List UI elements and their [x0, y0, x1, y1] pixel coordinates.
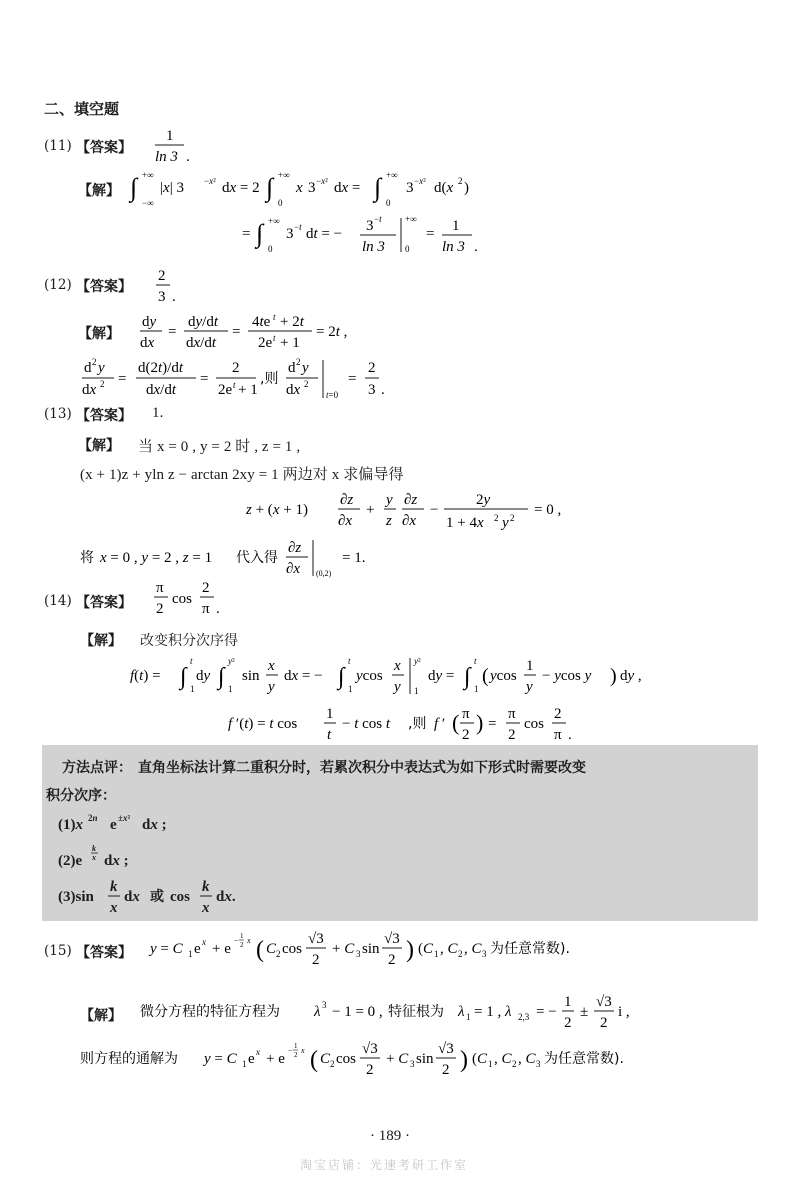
svg-text:y: y [394, 679, 401, 695]
svg-text:√3: √3 [362, 1041, 378, 1057]
svg-text:2: 2 [202, 580, 210, 596]
svg-text:3: 3 [366, 218, 374, 234]
svg-text:特征根为: 特征根为 [388, 1004, 444, 1020]
svg-text:+∞: +∞ [278, 170, 290, 180]
svg-text:dx/dt: dx/dt [186, 335, 217, 351]
svg-text:f(t) =: f(t) = [130, 668, 161, 684]
svg-text:C: C [320, 1051, 331, 1067]
svg-text:k: k [92, 844, 96, 853]
svg-text:d(x: d(x [434, 180, 454, 196]
svg-text:−: − [288, 1046, 293, 1055]
svg-text:dy: dy [196, 668, 211, 684]
solution-line: 改变积分次序得 [140, 633, 238, 649]
svg-text:cos: cos [336, 1051, 356, 1067]
svg-text:cos: cos [524, 716, 544, 732]
svg-text:.: . [172, 289, 176, 305]
svg-text:1: 1 [526, 658, 534, 674]
svg-text:dy =: dy = [428, 668, 455, 684]
svg-text:.: . [474, 239, 478, 255]
svg-text:t: t [348, 656, 351, 666]
svg-text:3: 3 [482, 949, 487, 959]
svg-text:2: 2 [554, 706, 562, 722]
svg-text:∂x: ∂x [286, 561, 301, 577]
svg-text:2e: 2e [258, 335, 273, 351]
solution-formula [128, 168, 528, 210]
svg-text:π: π [554, 727, 562, 743]
svg-text:∂x: ∂x [338, 513, 353, 529]
svg-text:x: x [202, 900, 210, 916]
svg-text:ycos: ycos [356, 668, 383, 684]
svg-text:x: x [268, 658, 275, 674]
svg-text:+∞: +∞ [386, 170, 398, 180]
svg-text:=: = [168, 324, 177, 340]
svg-text:1 + 4x: 1 + 4x [446, 515, 484, 531]
svg-text:−x²: −x² [316, 176, 328, 186]
svg-text:2: 2 [92, 357, 97, 367]
svg-text:(: ( [482, 665, 489, 687]
svg-text:2,3: 2,3 [518, 1012, 530, 1022]
svg-text:y: y [268, 679, 275, 695]
svg-text:∂z: ∂z [340, 492, 354, 508]
svg-text:3: 3 [356, 949, 361, 959]
solution-formula [140, 988, 700, 1036]
svg-text:微分方程的特征方程为: 微分方程的特征方程为 [140, 1004, 280, 1020]
remark-formula-2 [58, 841, 278, 875]
svg-text:− ycos y: − ycos y [542, 668, 592, 684]
svg-text:dy/dt: dy/dt [188, 314, 219, 330]
svg-text:则方程的通解为: 则方程的通解为 [80, 1051, 178, 1067]
solution-label: 【解】 [78, 326, 120, 342]
svg-text:=: = [426, 226, 435, 242]
svg-text:x: x [110, 900, 118, 916]
svg-text:2: 2 [312, 952, 320, 968]
svg-text:− t cos t: − t cos t [342, 716, 391, 732]
svg-text:1: 1 [240, 932, 244, 940]
svg-text:= 2t ,: = 2t , [316, 324, 348, 340]
svg-text:(: ( [310, 1047, 318, 1073]
svg-text:t: t [273, 312, 276, 322]
svg-text:t: t [190, 656, 193, 666]
svg-text:2y: 2y [476, 492, 491, 508]
svg-text:2: 2 [510, 513, 515, 523]
svg-text:1: 1 [326, 706, 334, 722]
svg-text:3: 3 [308, 180, 316, 196]
svg-text:√3: √3 [384, 931, 400, 947]
svg-text:∫: ∫ [256, 219, 264, 248]
svg-text:+ 1: + 1 [238, 382, 258, 398]
svg-text:): ) [476, 710, 484, 735]
answer-label: 【答案】 [76, 945, 132, 961]
svg-text:2: 2 [100, 379, 105, 389]
svg-text:(0,2): (0,2) [316, 569, 332, 578]
svg-text:2: 2 [458, 176, 463, 186]
svg-text:=: = [242, 226, 251, 242]
solution-label: 【解】 [78, 438, 120, 454]
svg-text:y²: y² [228, 656, 235, 666]
svg-text:−t: −t [374, 214, 382, 224]
svg-text:, C: , C [518, 1051, 536, 1067]
svg-text:∂z: ∂z [288, 540, 302, 556]
answer-formula [150, 124, 200, 168]
svg-text:x: x [394, 658, 401, 674]
svg-text:π: π [156, 580, 164, 596]
svg-text:2: 2 [442, 1062, 450, 1078]
svg-text:∫: ∫ [338, 664, 345, 690]
answer-label: 【答案】 [76, 408, 132, 424]
svg-text:2: 2 [158, 268, 166, 284]
svg-text:dx: dx [124, 889, 140, 905]
svg-text:2n: 2n [88, 813, 98, 823]
svg-text:3: 3 [410, 1059, 415, 1069]
svg-text:,则: ,则 [260, 371, 279, 387]
answer-formula [148, 925, 668, 975]
svg-text:dx: dx [286, 382, 301, 398]
svg-text:√3: √3 [308, 931, 324, 947]
svg-text:dy: dy [142, 314, 157, 330]
svg-text:x: x [296, 180, 303, 196]
solution-formula [80, 534, 400, 584]
answer-formula [152, 264, 188, 308]
svg-text:.: . [381, 382, 385, 398]
svg-text:(: ( [452, 710, 460, 735]
svg-text:−: − [234, 936, 239, 945]
svg-text:π: π [508, 706, 516, 722]
svg-text:x: x [247, 936, 251, 945]
svg-text:∫: ∫ [218, 664, 225, 690]
svg-text:+∞: +∞ [268, 216, 280, 226]
svg-text:+∞: +∞ [405, 214, 417, 224]
svg-text:1: 1 [294, 1042, 298, 1050]
svg-text:z: z [386, 513, 392, 529]
svg-text:=: = [200, 371, 209, 387]
svg-text:t=0: t=0 [326, 390, 339, 400]
problem-number: (13) [44, 406, 72, 422]
svg-text:1: 1 [242, 1059, 247, 1069]
svg-text:x: x [301, 1046, 305, 1055]
svg-text:∂z: ∂z [404, 492, 418, 508]
svg-text:代入得: 代入得 [236, 550, 278, 566]
svg-text:1: 1 [228, 684, 233, 694]
problem-number: (15) [44, 943, 72, 959]
svg-text:, C: , C [494, 1051, 512, 1067]
remark-formula-1 [58, 809, 278, 837]
svg-text:dx ;: dx ; [142, 817, 167, 833]
svg-text:e: e [194, 941, 201, 957]
svg-text:3: 3 [406, 180, 414, 196]
solution-formula [244, 486, 584, 536]
svg-text:λ: λ [314, 1004, 321, 1020]
svg-text:sin: sin [242, 668, 260, 684]
solution-line: (x + 1)z + yln z − arctan 2xy = 1 两边对 x 求偏导得 [80, 467, 404, 483]
svg-text:y: y [386, 492, 393, 508]
svg-text:1: 1 [188, 949, 193, 959]
svg-text:1: 1 [414, 686, 419, 696]
svg-text:cos: cos [170, 889, 190, 905]
svg-text:dx: dx [140, 335, 155, 351]
solution-label: 【解】 [80, 1008, 122, 1024]
svg-text:y: y [526, 679, 533, 695]
svg-text:1: 1 [348, 684, 353, 694]
svg-text:,则: ,则 [408, 716, 427, 732]
svg-text:2: 2 [458, 949, 463, 959]
svg-text:(C: (C [418, 941, 434, 957]
problem-number: (12) [44, 277, 72, 293]
svg-text:(C: (C [472, 1051, 488, 1067]
svg-text:2: 2 [240, 941, 244, 949]
svg-text:2: 2 [330, 1059, 335, 1069]
svg-text:−x²: −x² [414, 176, 426, 186]
svg-text:0: 0 [386, 198, 391, 208]
svg-text:d(2t)/dt: d(2t)/dt [138, 360, 184, 376]
svg-text:1: 1 [488, 1059, 493, 1069]
svg-text:i ,: i , [618, 1004, 630, 1020]
svg-text:2: 2 [368, 360, 376, 376]
svg-text:∫: ∫ [464, 664, 471, 690]
svg-text:x: x [202, 937, 206, 947]
svg-text:+ C: + C [386, 1051, 409, 1067]
svg-text:cos: cos [282, 941, 302, 957]
svg-text:1: 1 [452, 218, 460, 234]
svg-text:d: d [84, 360, 92, 376]
svg-text:x: x [256, 1047, 260, 1057]
svg-text:+ e: + e [212, 941, 231, 957]
answer-text: 1. [152, 405, 164, 421]
svg-text:y: y [502, 515, 509, 531]
svg-text:y = C: y = C [150, 941, 183, 957]
svg-text:f ′(t) = t cos: f ′(t) = t cos [228, 716, 298, 732]
svg-text:π: π [462, 706, 470, 722]
svg-text:2: 2 [388, 952, 396, 968]
svg-text:, C: , C [464, 941, 482, 957]
page-number: · 189 · [370, 1128, 410, 1144]
svg-text:(3)sin: (3)sin [58, 889, 94, 905]
svg-text:y: y [98, 360, 105, 376]
svg-text:=: = [118, 371, 127, 387]
svg-text:1: 1 [434, 949, 439, 959]
svg-text:3: 3 [286, 226, 294, 242]
svg-text:dx ;: dx ; [104, 853, 129, 869]
solution-formula [240, 210, 500, 260]
svg-text:2e: 2e [218, 382, 233, 398]
svg-text:): ) [464, 180, 469, 196]
svg-text:3: 3 [536, 1059, 541, 1069]
svg-text:√3: √3 [596, 994, 612, 1010]
svg-text:1: 1 [474, 684, 479, 694]
svg-text:y²: y² [414, 656, 421, 666]
svg-text:, C: , C [440, 941, 458, 957]
svg-text:=: = [488, 716, 497, 732]
svg-text:dx.: dx. [216, 889, 236, 905]
svg-text:∫: ∫ [180, 664, 187, 690]
watermark: 淘宝店铺：光速考研工作室 [300, 1158, 469, 1172]
svg-text:0: 0 [268, 244, 273, 254]
svg-text:−∞: −∞ [142, 198, 154, 208]
svg-text:π: π [202, 601, 210, 617]
svg-text:2: 2 [294, 1051, 298, 1059]
remark-formula-3 [58, 875, 358, 919]
svg-text:f ′: f ′ [434, 716, 446, 732]
svg-text:sin: sin [416, 1051, 434, 1067]
svg-text:): ) [460, 1047, 468, 1073]
svg-text:或: 或 [150, 889, 164, 905]
svg-text:∫: ∫ [266, 173, 274, 202]
svg-text:+ 2t: + 2t [280, 314, 304, 330]
svg-text:√3: √3 [438, 1041, 454, 1057]
svg-text:x: x [92, 853, 96, 862]
svg-text:|x| 3: |x| 3 [160, 180, 184, 196]
answer-label: 【答案】 [76, 595, 132, 611]
section-title: 二、填空题 [44, 100, 120, 118]
svg-text:2: 2 [366, 1062, 374, 1078]
problem-number: (11) [44, 138, 72, 154]
svg-text:= 1.: = 1. [342, 550, 366, 566]
solution-line: 当 x = 0 , y = 2 时 , z = 1 , [138, 439, 301, 455]
svg-text:e: e [248, 1051, 255, 1067]
svg-text:1: 1 [564, 994, 572, 1010]
svg-text:cos: cos [172, 591, 192, 607]
svg-text:dx = −: dx = − [284, 668, 323, 684]
svg-text:∫: ∫ [130, 173, 138, 202]
svg-text:− 1 = 0 ,: − 1 = 0 , [332, 1004, 383, 1020]
svg-text:2: 2 [494, 513, 499, 523]
solution-label: 【解】 [80, 633, 122, 649]
svg-text:dx: dx [82, 382, 97, 398]
svg-text:x = 0 , y = 2 , z = 1: x = 0 , y = 2 , z = 1 [100, 550, 213, 566]
svg-text:.: . [216, 601, 220, 617]
svg-text:∫: ∫ [374, 173, 382, 202]
solution-formula [136, 308, 396, 354]
svg-text:将: 将 [80, 550, 94, 566]
svg-text:ln 3: ln 3 [442, 239, 465, 255]
svg-text:(2)e: (2)e [58, 853, 83, 869]
svg-text:λ: λ [458, 1004, 465, 1020]
svg-text:t: t [474, 656, 477, 666]
svg-text:.: . [186, 149, 190, 165]
svg-text:4te: 4te [252, 314, 271, 330]
svg-text:3: 3 [158, 289, 166, 305]
svg-text:2: 2 [508, 727, 516, 743]
remark-title: 方法点评： [62, 760, 132, 776]
svg-text:2: 2 [296, 357, 301, 367]
svg-text:∂x: ∂x [402, 513, 417, 529]
svg-text:为任意常数).: 为任意常数). [490, 941, 570, 957]
svg-text:.: . [568, 727, 572, 743]
svg-text:1: 1 [190, 684, 195, 694]
svg-text:): ) [610, 665, 617, 687]
svg-text:2: 2 [462, 727, 470, 743]
problem-number: (14) [44, 593, 72, 609]
svg-text:−t: −t [294, 222, 302, 232]
svg-text:−: − [430, 502, 439, 518]
svg-text:k: k [202, 879, 210, 895]
svg-text:dx/dt: dx/dt [146, 382, 177, 398]
svg-text:±: ± [580, 1004, 589, 1020]
svg-text:2: 2 [276, 949, 281, 959]
svg-text:d: d [288, 360, 296, 376]
svg-text:+∞: +∞ [142, 170, 154, 180]
answer-label: 【答案】 [76, 140, 132, 156]
svg-text:1: 1 [166, 128, 174, 144]
answer-label: 【答案】 [76, 279, 132, 295]
svg-text:t: t [327, 727, 332, 743]
solution-formula [228, 700, 628, 748]
svg-text:为任意常数).: 为任意常数). [544, 1051, 624, 1067]
svg-text:2: 2 [512, 1059, 517, 1069]
svg-text:C: C [266, 941, 277, 957]
solution-label: 【解】 [78, 183, 120, 199]
solution-formula [80, 352, 420, 406]
svg-text:y: y [302, 360, 309, 376]
svg-text:sin: sin [362, 941, 380, 957]
remark-text: 直角坐标法计算二重积分时，若累次积分中表达式为如下形式时需要改变 [138, 760, 586, 776]
svg-text:+: + [366, 502, 375, 518]
svg-text:t: t [273, 333, 276, 343]
svg-text:2: 2 [564, 1015, 572, 1031]
svg-text:ycos: ycos [490, 668, 517, 684]
svg-text:=: = [348, 371, 357, 387]
svg-text:1: 1 [466, 1012, 471, 1022]
svg-text:3: 3 [368, 382, 376, 398]
svg-text:+ 1: + 1 [280, 335, 300, 351]
svg-text:2: 2 [156, 601, 164, 617]
svg-text:= 0 ,: = 0 , [534, 502, 562, 518]
svg-text:2: 2 [232, 360, 240, 376]
svg-text:dt = −: dt = − [306, 226, 343, 242]
svg-text:dy ,: dy , [620, 668, 642, 684]
svg-text:0: 0 [405, 244, 410, 254]
svg-text:dx =: dx = [334, 180, 361, 196]
solution-formula [80, 1035, 720, 1085]
svg-text:−x²: −x² [204, 176, 216, 186]
svg-text:= 1 , λ: = 1 , λ [474, 1004, 512, 1020]
svg-text:3: 3 [322, 1000, 327, 1010]
method-remark-box [42, 745, 758, 921]
svg-text:): ) [406, 937, 414, 963]
svg-text:+ e: + e [266, 1051, 285, 1067]
svg-text:0: 0 [278, 198, 283, 208]
svg-text:(1)x: (1)x [58, 817, 83, 833]
solution-formula [130, 652, 690, 700]
svg-text:k: k [110, 879, 118, 895]
svg-text:=: = [232, 324, 241, 340]
svg-text:2: 2 [600, 1015, 608, 1031]
svg-text:±x²: ±x² [118, 813, 131, 823]
svg-text:dx = 2: dx = 2 [222, 180, 260, 196]
svg-text:z + (x + 1): z + (x + 1) [246, 502, 308, 518]
svg-text:2: 2 [304, 379, 309, 389]
svg-text:ln 3: ln 3 [155, 149, 178, 165]
svg-text:y = C: y = C [204, 1051, 237, 1067]
svg-text:ln 3: ln 3 [362, 239, 385, 255]
svg-text:(: ( [256, 937, 264, 963]
svg-text:+ C: + C [332, 941, 355, 957]
svg-text:= −: = − [536, 1004, 557, 1020]
remark-text: 积分次序： [46, 788, 116, 804]
answer-formula [150, 576, 230, 622]
svg-text:t: t [233, 380, 236, 390]
svg-text:e: e [110, 817, 117, 833]
